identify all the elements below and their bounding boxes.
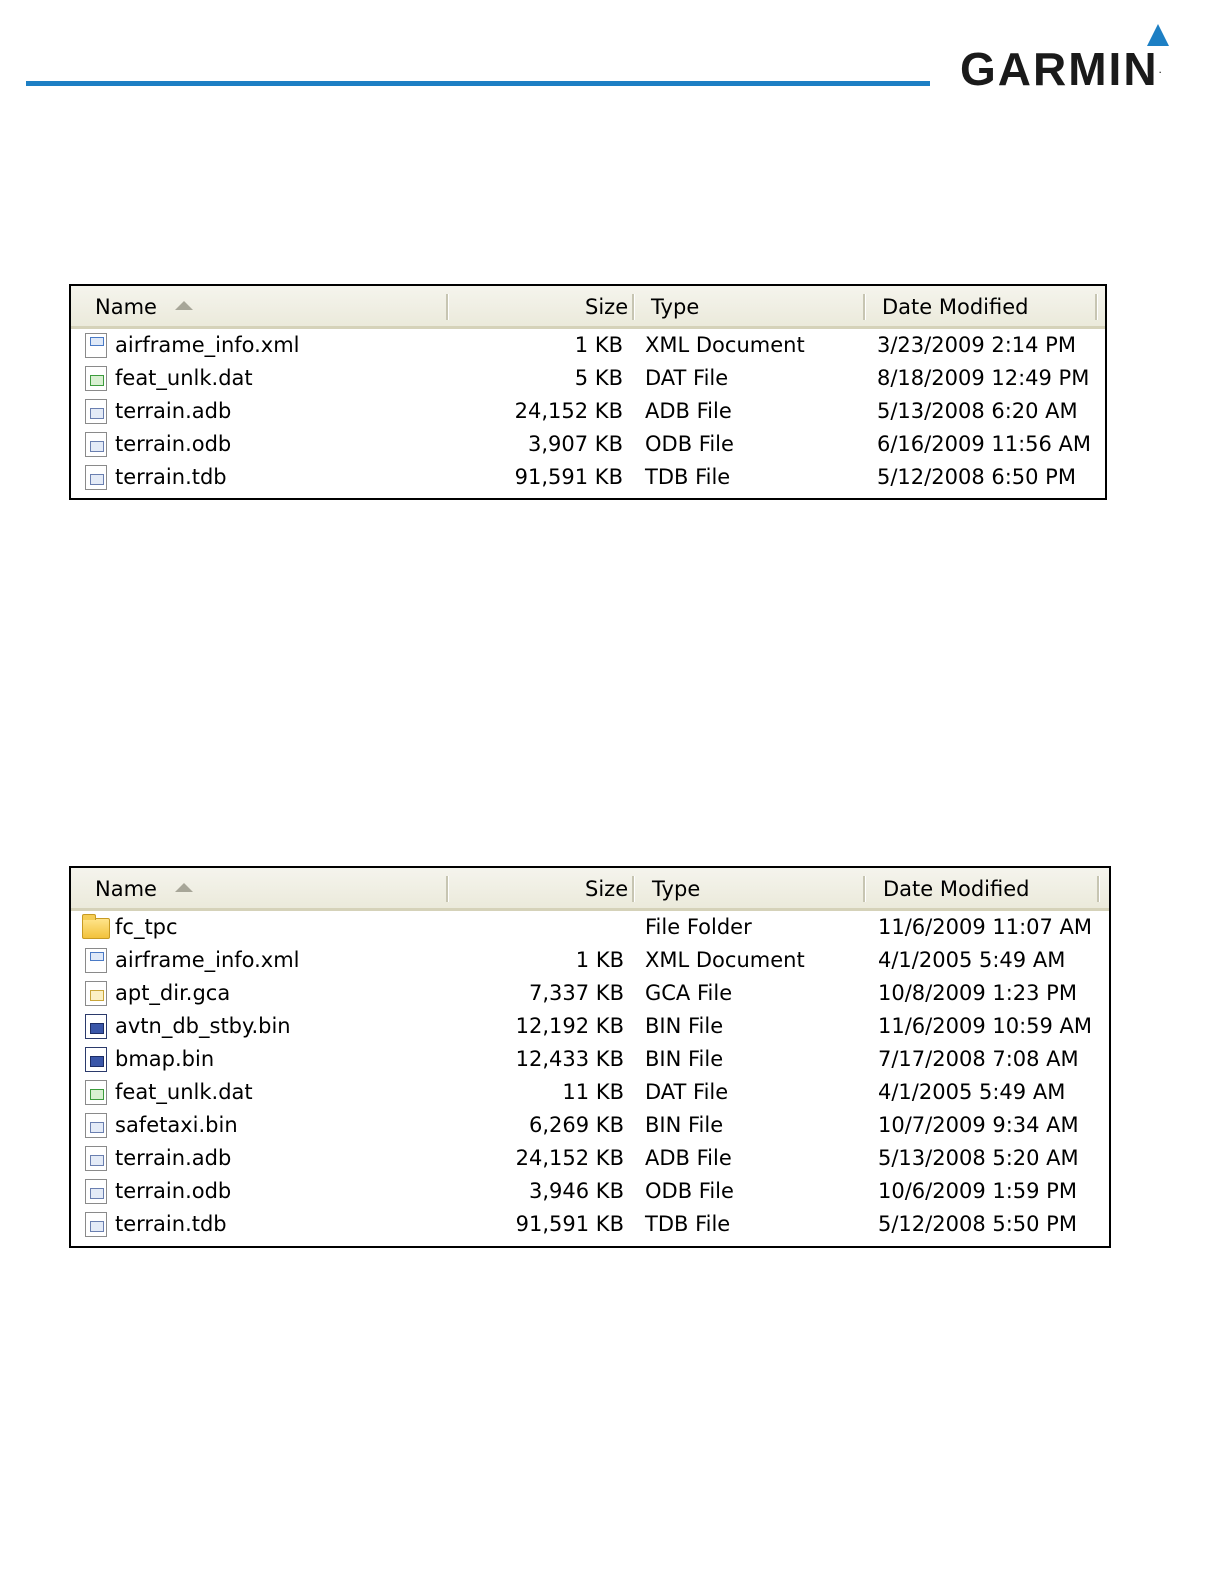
database-file-icon: [85, 1179, 107, 1204]
file-row[interactable]: [71, 461, 1105, 494]
file-row[interactable]: [71, 395, 1105, 428]
file-row[interactable]: [71, 1076, 1109, 1109]
database-file-icon: [85, 399, 107, 424]
file-name: terrain.odb: [115, 1179, 232, 1203]
file-row[interactable]: [71, 362, 1105, 395]
column-header-bar: [71, 286, 1105, 329]
header-rule: [26, 81, 930, 86]
file-row[interactable]: [71, 1109, 1109, 1142]
file-size: 12,433 KB: [515, 1047, 624, 1071]
file-date-modified: 11/6/2009 10:59 AM: [878, 1014, 1093, 1038]
file-row[interactable]: [71, 911, 1109, 944]
folder-icon: [82, 918, 110, 939]
file-type: BIN File: [645, 1014, 724, 1038]
file-size: 1 KB: [575, 948, 624, 972]
column-divider[interactable]: [863, 876, 866, 902]
file-size: 6,269 KB: [529, 1113, 624, 1137]
brand-mark: .: [1158, 62, 1162, 76]
dat-file-icon: [85, 1080, 107, 1105]
column-divider[interactable]: [632, 876, 635, 902]
brand-name: GARMIN: [960, 43, 1159, 95]
file-date-modified: 10/8/2009 1:23 PM: [878, 981, 1077, 1005]
file-date-modified: 7/17/2008 7:08 AM: [878, 1047, 1079, 1071]
column-header-bar: [71, 868, 1109, 911]
column-divider[interactable]: [446, 294, 449, 320]
database-file-icon: [85, 465, 107, 490]
database-file-icon: [85, 432, 107, 457]
file-type: TDB File: [645, 465, 731, 489]
file-type: GCA File: [645, 981, 733, 1005]
file-date-modified: 6/16/2009 11:56 AM: [877, 432, 1092, 456]
file-row[interactable]: [71, 1043, 1109, 1076]
file-date-modified: 4/1/2005 5:49 AM: [878, 948, 1066, 972]
file-size: 3,946 KB: [529, 1179, 624, 1203]
file-row[interactable]: [71, 944, 1109, 977]
file-date-modified: 3/23/2009 2:14 PM: [877, 333, 1076, 357]
file-name: bmap.bin: [115, 1047, 215, 1071]
file-name: terrain.tdb: [115, 465, 227, 489]
file-name: terrain.tdb: [115, 1212, 227, 1236]
file-type: DAT File: [645, 1080, 729, 1104]
file-type: BIN File: [645, 1047, 724, 1071]
file-size: 24,152 KB: [515, 1146, 624, 1170]
database-file-icon: [85, 1113, 107, 1138]
column-header-name[interactable]: Name: [95, 286, 193, 326]
bin-file-icon: [85, 1047, 107, 1072]
file-rows: [71, 329, 1105, 494]
file-type: BIN File: [645, 1113, 724, 1137]
column-divider[interactable]: [1095, 294, 1098, 320]
column-header-type[interactable]: Type: [651, 295, 700, 319]
sort-ascending-icon: [175, 883, 193, 892]
column-header-date[interactable]: Date Modified: [883, 877, 1030, 901]
database-file-icon: [85, 1146, 107, 1171]
file-name: terrain.adb: [115, 399, 232, 423]
file-size: 5 KB: [574, 366, 623, 390]
file-type: File Folder: [645, 915, 752, 939]
column-divider[interactable]: [632, 294, 635, 320]
column-divider[interactable]: [446, 876, 449, 902]
file-date-modified: 4/1/2005 5:49 AM: [878, 1080, 1066, 1104]
dat-file-icon: [85, 366, 107, 391]
file-name: apt_dir.gca: [115, 981, 231, 1005]
file-name: feat_unlk.dat: [115, 1080, 253, 1104]
file-date-modified: 5/12/2008 6:50 PM: [877, 465, 1076, 489]
file-date-modified: 10/7/2009 9:34 AM: [878, 1113, 1079, 1137]
gca-file-icon: [85, 981, 107, 1006]
file-type: ADB File: [645, 399, 732, 423]
file-type: ADB File: [645, 1146, 732, 1170]
file-row[interactable]: [71, 428, 1105, 461]
file-name: terrain.adb: [115, 1146, 232, 1170]
file-size: 91,591 KB: [515, 1212, 624, 1236]
file-size: 3,907 KB: [528, 432, 623, 456]
file-size: 11 KB: [562, 1080, 624, 1104]
file-row[interactable]: [71, 1208, 1109, 1241]
file-name: safetaxi.bin: [115, 1113, 238, 1137]
file-date-modified: 5/13/2008 5:20 AM: [878, 1146, 1079, 1170]
file-date-modified: 10/6/2009 1:59 PM: [878, 1179, 1077, 1203]
file-size: 91,591 KB: [514, 465, 623, 489]
file-date-modified: 8/18/2009 12:49 PM: [877, 366, 1090, 390]
bin-file-icon: [85, 1014, 107, 1039]
file-name: feat_unlk.dat: [115, 366, 253, 390]
file-name: fc_tpc: [115, 915, 178, 939]
file-date-modified: 5/12/2008 5:50 PM: [878, 1212, 1077, 1236]
sort-ascending-icon: [175, 301, 193, 310]
file-size: 12,192 KB: [515, 1014, 624, 1038]
column-divider[interactable]: [863, 294, 866, 320]
file-row[interactable]: [71, 1175, 1109, 1208]
file-type: XML Document: [645, 948, 805, 972]
file-name: terrain.odb: [115, 432, 232, 456]
file-type: DAT File: [645, 366, 729, 390]
xml-file-icon: [85, 948, 107, 973]
file-type: ODB File: [645, 1179, 734, 1203]
xml-file-icon: [85, 333, 107, 358]
file-name: avtn_db_stby.bin: [115, 1014, 291, 1038]
file-name: airframe_info.xml: [115, 948, 300, 972]
column-header-size[interactable]: Size: [585, 877, 629, 901]
file-size: 7,337 KB: [529, 981, 624, 1005]
column-header-name[interactable]: Name: [95, 868, 193, 908]
file-rows: [71, 911, 1109, 1241]
file-type: XML Document: [645, 333, 805, 357]
database-file-icon: [85, 1212, 107, 1237]
column-divider[interactable]: [1097, 876, 1100, 902]
garmin-logo: [960, 24, 1190, 94]
column-header-type[interactable]: Type: [652, 877, 701, 901]
file-list-view: [69, 866, 1111, 1248]
file-row[interactable]: [71, 329, 1105, 362]
column-header-date[interactable]: Date Modified: [882, 295, 1029, 319]
file-date-modified: 5/13/2008 6:20 AM: [877, 399, 1078, 423]
file-row[interactable]: [71, 1142, 1109, 1175]
file-row[interactable]: [71, 1010, 1109, 1043]
file-type: TDB File: [645, 1212, 731, 1236]
file-type: ODB File: [645, 432, 734, 456]
file-size: 1 KB: [574, 333, 623, 357]
column-header-size[interactable]: Size: [585, 295, 629, 319]
file-name: airframe_info.xml: [115, 333, 300, 357]
file-row[interactable]: [71, 977, 1109, 1010]
file-list-view: [69, 284, 1107, 500]
file-date-modified: 11/6/2009 11:07 AM: [878, 915, 1093, 939]
file-size: 24,152 KB: [514, 399, 623, 423]
